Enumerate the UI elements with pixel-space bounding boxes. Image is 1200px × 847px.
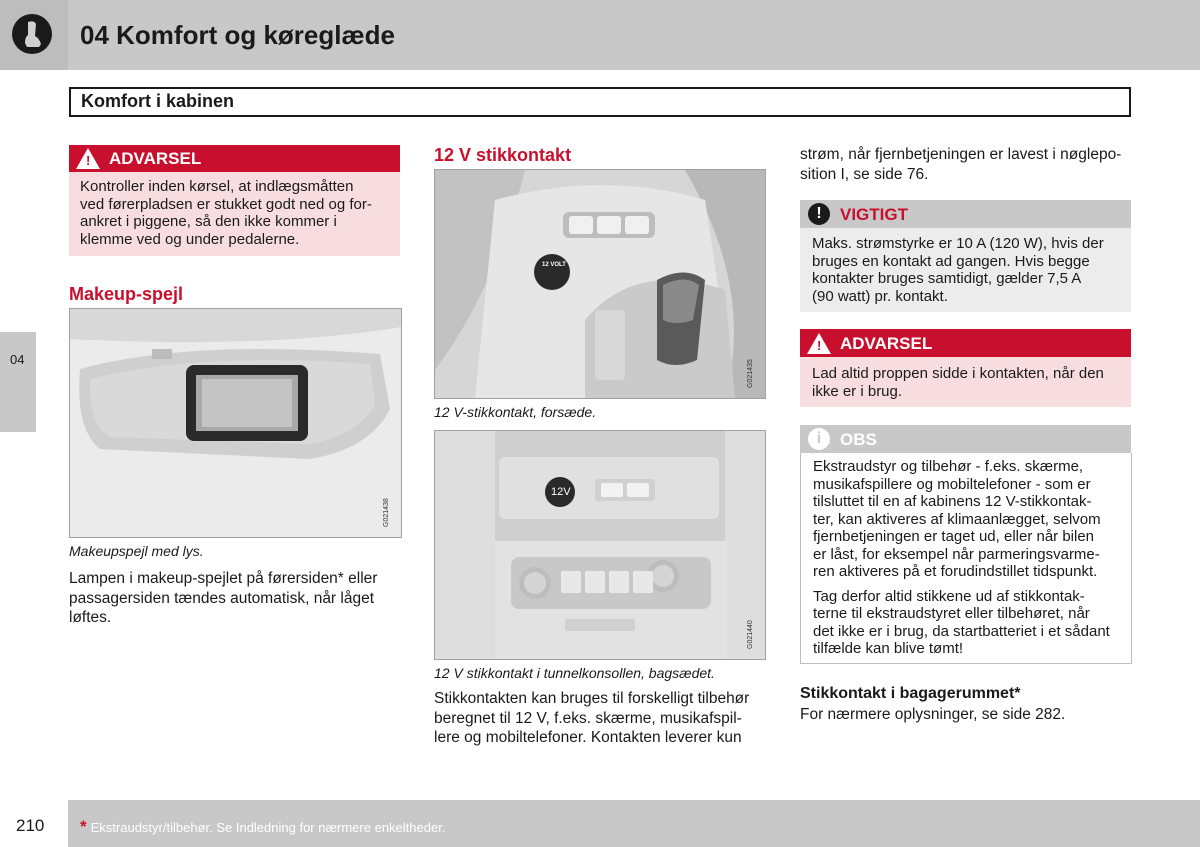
paragraph-line: Stikkontakten kan bruges til forskelligt tilbehør xyxy=(434,690,750,707)
note-line: ter, kan aktiveres af klimaanlægget, selvom xyxy=(813,510,1101,528)
front-socket-photo xyxy=(434,169,766,399)
important-line: kontakter bruges samtidigt, gælder 7,5 A xyxy=(812,270,1082,287)
note-line: tilsluttet til en af kabinens 12 V-stikkontak- xyxy=(813,493,1092,510)
footnote-text: Ekstraudstyr/tilbehør. Se Indledning for nærmere enkeltheder. xyxy=(90,820,446,835)
paragraph-line: løftes. xyxy=(69,609,112,626)
makeup-heading: Makeup-spejl xyxy=(69,284,184,304)
note-title: OBS xyxy=(840,430,877,449)
warning-line: ankret i piggene, så den ikke kommer i xyxy=(80,213,337,230)
note-box-header xyxy=(800,425,1131,453)
important-line: bruges en kontakt ad gangen. Hvis begge xyxy=(812,252,1090,270)
important-line: Maks. strømstyrke er 10 A (120 W), hvis der xyxy=(812,235,1104,252)
chapter-title: 04 Komfort og køreglæde xyxy=(80,20,395,50)
note-line: Ekstraudstyr og tilbehør - f.eks. skærme, xyxy=(813,458,1084,475)
photo-code: G021435 xyxy=(747,359,754,388)
paragraph-line: beregnet til 12 V, f.eks. skærme, musikafspil- xyxy=(434,709,742,727)
footnote xyxy=(80,817,445,837)
note-line: tilfælde kan blive tømt! xyxy=(813,640,964,657)
warning-box-header xyxy=(800,329,1131,357)
section-title: Komfort i kabinen xyxy=(81,91,235,111)
makeup-caption: Makeupspejl med lys. xyxy=(69,543,204,559)
note-line: fjernbetjeningen er taget ud, eller når bilen xyxy=(813,528,1095,545)
rear-socket-caption: 12 V stikkontakt i tunnelkonsollen, bagsædet. xyxy=(434,665,715,681)
warning-box-header xyxy=(69,145,400,172)
warning-line: klemme ved og under pedalerne. xyxy=(80,230,300,248)
warning-triangle-icon: ! xyxy=(807,333,831,354)
paragraph-line: sition I, se side 76. xyxy=(800,165,929,183)
exclamation-icon: ! xyxy=(808,203,830,225)
socket-heading: 12 V stikkontakt xyxy=(434,145,572,165)
makeup-mirror-photo xyxy=(69,308,402,538)
important-box-header xyxy=(800,200,1131,228)
warning-box-body xyxy=(69,172,400,256)
socket-label: 12 VOLT xyxy=(542,262,566,268)
paragraph-line: strøm, når fjernbetjeningen er lavest i nøglepo- xyxy=(800,146,1122,163)
note-line: er låst, for eksempel når parmeringsvarme- xyxy=(813,545,1100,563)
note-line: musikafspillere og mobiltelefoner - som er xyxy=(813,475,1091,493)
important-title: VIGTIGT xyxy=(840,205,908,224)
important-line: (90 watt) pr. kontakt. xyxy=(812,287,948,305)
photo-code: G021438 xyxy=(383,498,390,527)
front-socket-caption: 12 V-stikkontakt, forsæde. xyxy=(434,404,597,420)
note-line: det ikke er i brug, da startbatteriet i et sådant xyxy=(813,622,1110,640)
trunk-socket-heading: Stikkontakt i bagagerummet* xyxy=(800,685,1021,702)
warning-box-body xyxy=(800,357,1131,407)
important-box-body xyxy=(800,228,1131,312)
paragraph-line: lere og mobiltelefoner. Kontakten leverer kun xyxy=(434,729,742,746)
warning-triangle-icon: ! xyxy=(76,148,100,169)
intro-paragraph xyxy=(800,145,1135,184)
seat-icon xyxy=(12,14,52,54)
info-icon: i xyxy=(808,428,830,450)
note-line: Tag derfor altid stikkene ud af stikkontak- xyxy=(813,587,1085,605)
warning-line: Kontroller inden kørsel, at indlægsmåtten xyxy=(80,178,354,195)
page-number: 210 xyxy=(16,816,45,835)
warning-title: ADVARSEL xyxy=(840,334,933,353)
warning-line: ved førerpladsen er stukket godt ned og for- xyxy=(80,195,372,213)
footnote-star: * xyxy=(80,817,87,836)
chapter-tab xyxy=(0,332,36,432)
trunk-socket-text: For nærmere oplysninger, se side 282. xyxy=(800,706,1066,723)
warning-line: Lad altid proppen sidde i kontakten, når den xyxy=(812,365,1104,382)
note-line: ren aktiveres på et forudindstillet tidspunkt. xyxy=(813,563,1098,580)
warning-title: ADVARSEL xyxy=(109,149,202,168)
photo-code: G021440 xyxy=(747,620,754,649)
paragraph-line: passagersiden tændes automatisk, når låget xyxy=(69,589,375,607)
socket-label: 12V xyxy=(551,486,571,498)
socket-paragraph xyxy=(434,689,774,748)
makeup-paragraph xyxy=(69,569,404,628)
note-box-body xyxy=(800,453,1132,664)
paragraph-line: Lampen i makeup-spejlet på førersiden* eller xyxy=(69,570,378,587)
note-line: terne til ekstraudstyret eller tilbehøret, når xyxy=(813,605,1090,622)
warning-line: ikke er i brug. xyxy=(812,382,903,400)
chapter-tab-label: 04 xyxy=(10,352,25,367)
rear-socket-photo xyxy=(434,430,766,660)
